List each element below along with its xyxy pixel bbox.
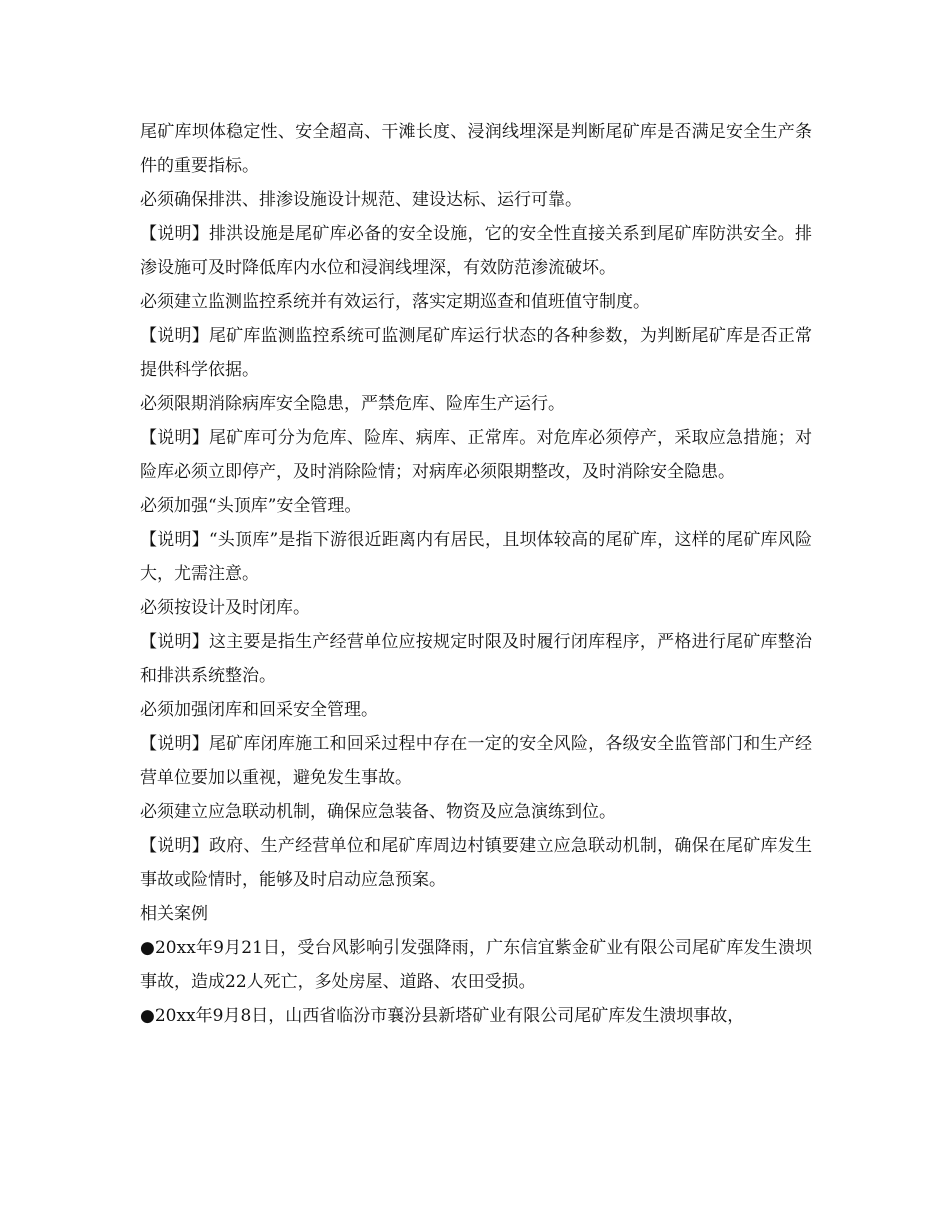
paragraph: 必须按设计及时闭库。 (140, 598, 310, 618)
case-item: ●20xx年9月8日，山西省临汾市襄汾县新塔矿业有限公司尾矿库发生溃坝事故， (140, 1006, 745, 1026)
paragraph: 必须确保排洪、排渗设施设计规范、建设达标、运行可靠。 (140, 190, 582, 210)
paragraph: 必须加强闭库和回采安全管理。 (140, 700, 378, 720)
paragraph: 【说明】排洪设施是尾矿库必备的安全设施，它的安全性直接关系到尾矿库防洪安全。排渗设施可及时降低库内水位和浸润线埋深，有效防范渗流破坏。 (140, 224, 812, 278)
document-body (140, 115, 812, 1033)
paragraph: 【说明】尾矿库闭库施工和回采过程中存在一定的安全风险，各级安全监管部门和生产经营单位要加以重视，避免发生事故。 (140, 734, 812, 788)
paragraph: 【说明】这主要是指生产经营单位应按规定时限及时履行闭库程序，严格进行尾矿库整治和排洪系统整治。 (140, 632, 812, 686)
paragraph: 【说明】尾矿库监测监控系统可监测尾矿库运行状态的各种参数，为判断尾矿库是否正常提供科学依据。 (140, 326, 812, 380)
section-heading: 相关案例 (140, 904, 208, 924)
paragraph: 【说明】尾矿库可分为危库、险库、病库、正常库。对危库必须停产，采取应急措施；对险库必须立即停产，及时消除险情；对病库必须限期整改，及时消除安全隐患。 (140, 428, 812, 482)
paragraph: 【说明】“头顶库”是指下游很近距离内有居民，且坝体较高的尾矿库，这样的尾矿库风险大，尤需注意。 (140, 530, 812, 584)
paragraph: 【说明】政府、生产经营单位和尾矿库周边村镇要建立应急联动机制，确保在尾矿库发生事故或险情时，能够及时启动应急预案。 (140, 836, 812, 890)
paragraph: 尾矿库坝体稳定性、安全超高、干滩长度、浸润线埋深是判断尾矿库是否满足安全生产条件的重要指标。 (140, 122, 812, 176)
paragraph: 必须限期消除病库安全隐患，严禁危库、险库生产运行。 (140, 394, 565, 414)
paragraph: 必须建立监测监控系统并有效运行，落实定期巡查和值班值守制度。 (140, 292, 650, 312)
paragraph: 必须建立应急联动机制，确保应急装备、物资及应急演练到位。 (140, 802, 616, 822)
case-item: ●20xx年9月21日，受台风影响引发强降雨，广东信宜紫金矿业有限公司尾矿库发生溃坝事故，造成22人死亡，多处房屋、道路、农田受损。 (140, 938, 812, 992)
paragraph: 必须加强“头顶库”安全管理。 (140, 496, 362, 516)
